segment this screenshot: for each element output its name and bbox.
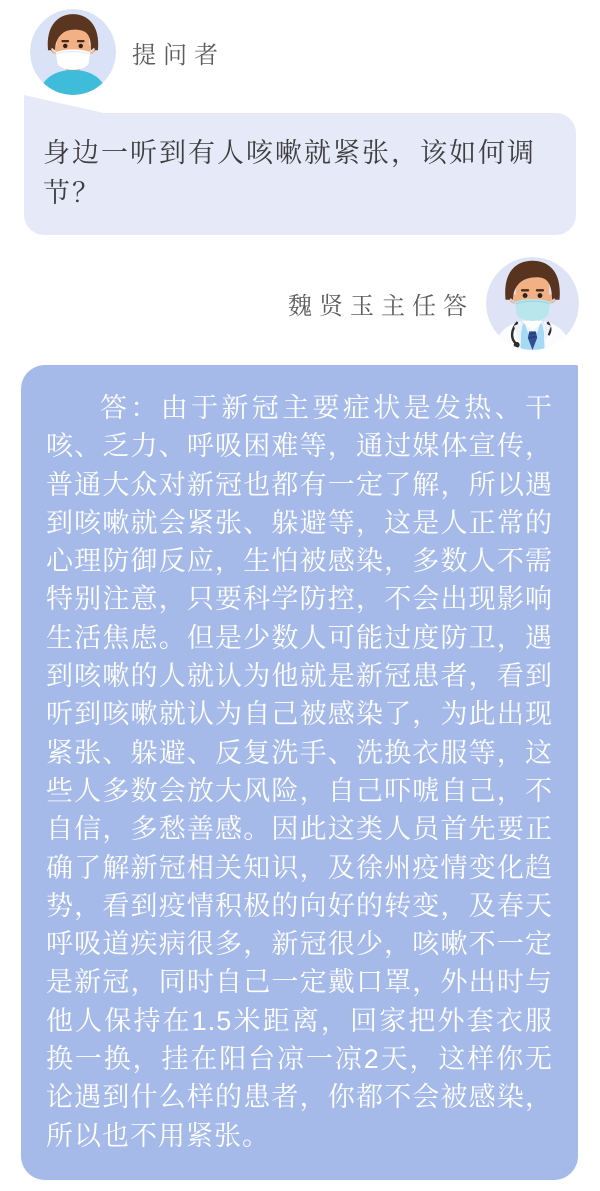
masked-man-icon <box>30 9 116 95</box>
question-bubble <box>24 113 576 235</box>
doctor-avatar <box>486 257 579 350</box>
questioner-label: 提问者 <box>132 41 225 69</box>
masked-doctor-icon <box>486 257 579 350</box>
answerer-label: 魏贤玉主任答 <box>288 292 474 320</box>
questioner-header <box>30 8 225 96</box>
questioner-avatar <box>30 9 116 95</box>
question-text: 身边一听到有人咳嗽就紧张，该如何调节？ <box>43 138 536 208</box>
answerer-header <box>288 256 579 350</box>
answer-bubble <box>21 365 578 1180</box>
answer-text: 答：由于新冠主要症状是发热、干咳、乏力、呼吸困难等，通过媒体宣传，普通大众对新冠也都有一定了解，所以遇到咳嗽就会紧张、躲避等，这是人正常的心理防御反应，生怕被感染，多数人不需特别注意，只要科学防控，不会出现影响生活焦虑。但是少数人可能过度防卫，遇到咳嗽的人就认为他就是新冠患者，看到听到咳嗽就认为自己被感染了，为此出现紧张、躲避、反复洗手、洗换衣服等，这些人多数会放大风险，自己吓唬自己，不自信，多愁善感。因此这类人员首先要正确了解新冠相关知识，及徐州疫情变化趋势，看到疫情积极的向好的转变，及春天呼吸道疾病很多，新冠很少，咳嗽不一定是新冠，同时自己一定戴口罩，外出时与他人保持在1.5米距离，回家把外套衣服换一换，挂在阳台凉一凉2天，这样你无论遇到什么样的患者，你都不会被感染，所以也不用紧张。 <box>46 393 553 1151</box>
